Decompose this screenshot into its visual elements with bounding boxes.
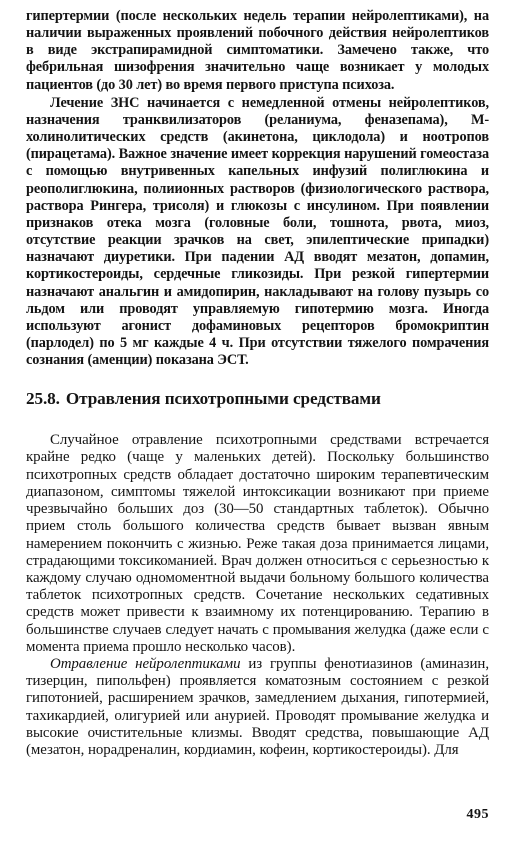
paragraph-neuroleptic-poisoning-text: из группы фенотиазинов (аминазин, тизерцин, пипольфен) проявляется коматозным состоянием с резкой гипотонией, расширением зрачков, замедлением дыхания, гипотермией, тахикардией, олигурией или анурией. Проводят промывание желудка и высокие очистительные клизмы. Вводят средства, повышающие АД (мезатон, норадреналин, кордиамин, кофеин, кортикостероиды). Для (26, 655, 489, 758)
paragraph-nms-treatment: Лечение ЗНС начинается с немедленной отмены нейролептиков, назначения транквилизаторов (реланиума, феназепама), М-холинолитических средств (акинетона, циклодола) и ноотропов (пирацетама). Важное значение имеет коррекция нарушений гомеостаза с помощью внутривенных капельных инфузий полиглюкина и реополиглюкина, полиионных растворов (физиологического раствора, раствора Рингера, трисоля) и глюкозы с инсулином. При появлении признаков отека мозга (головные боли, тошнота, рвота, миоз, отсутствие реакции зрачков на свет, эпилептические припадки) назначают диуретики. При падении АД вводят мезатон, допамин, кортикостероиды, сердечные гликозиды. При резкой гипертермии назначают анальгин и амидопирин, накладывают на голову пузырь со льдом или проводят управляемую гипотермию мозга. Иногда используют агонист дофаминовых рецепторов бромокриптин (парлодел) по 5 мг каждые 4 ч. При отсутствии тяжелого помрачения сознания (аменции) показана ЭСТ. (26, 94, 489, 369)
section-heading (26, 389, 489, 409)
paragraph-accidental-poisoning: Случайное отравление психотропными средствами встречается крайне редко (чаще у маленьких детей). Поскольку большинство психотропных средств обладает достаточно широким терапевтическим диапазоном, симптомы тяжелой интоксикации возникают при приеме чрезвычайно больших доз (30—50 стандартных таблеток). Обычно прием столь большого количества средств бывает вызван явным намерением покончить с жизнью. Реже такая доза принимается лицами, страдающими токсикоманией. Врач должен относиться с серьезностью к каждому случаю одномоментной выдачи больному большого количества таблеток психотропных средств. Сочетание нескольких седативных средств может привести к взаимному их потенцированию. Терапию в большинстве случаев следует начать с промывания желудка (даже если с момента приема прошло несколько часов). (26, 432, 489, 655)
italic-term: Отравление нейролептиками (50, 655, 241, 672)
paragraph-fever-schizophrenia: гипертермии (после нескольких недель терапии нейролептиками), на наличии выраженных проявлений побочного действия нейролептиков в виде экстрапирамидной симптоматики. Замечено также, что фебрильная шизофрения значительно чаще возникает у молодых пациентов (до 30 лет) во время первого приступа психоза. (26, 8, 489, 93)
section-title: Отравления психотропными средствами (65, 389, 381, 409)
page-content (26, 8, 489, 759)
section-number: 25.8. (26, 389, 60, 409)
page-number: 495 (466, 807, 489, 822)
paragraph-neuroleptic-poisoning (26, 656, 489, 759)
